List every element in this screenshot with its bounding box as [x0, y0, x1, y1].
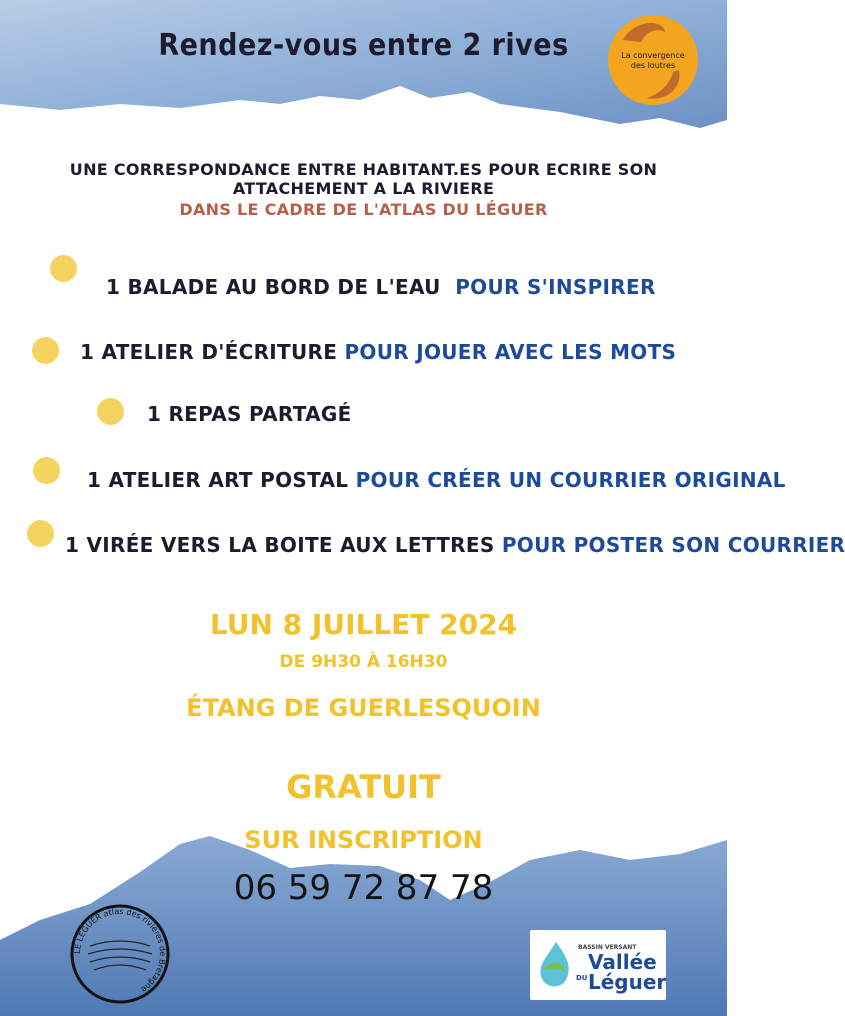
activity-extra: POUR JOUER AVEC LES MOTS [344, 340, 677, 364]
convergence-loutres-logo [603, 10, 703, 110]
activity-item [87, 468, 786, 492]
activity-main: 1 ATELIER ART POSTAL [87, 468, 349, 492]
partner-du: DU [576, 974, 588, 982]
leaf-drop-icon [536, 940, 576, 990]
seal-text: LE LÉGUER atlas des rivières de Bretagne [72, 906, 168, 995]
event-place: ÉTANG DE GUERLESQUOIN [186, 694, 541, 722]
bullet-dot [97, 398, 124, 425]
intro-subline: DANS LE CADRE DE L'ATLAS DU LÉGUER [179, 200, 548, 219]
bullet-dot [27, 520, 54, 547]
activity-main: 1 VIRÉE VERS LA BOITE AUX LETTRES [65, 533, 495, 557]
event-price: GRATUIT [286, 768, 441, 806]
bullet-dot [50, 255, 77, 282]
activity-extra: POUR POSTER SON COURRIER [501, 533, 845, 557]
logo-text-line2: des loutres [630, 61, 676, 70]
bullet-dot [33, 457, 60, 484]
leguer-atlas-seal [66, 900, 174, 1008]
intro-line: UNE CORRESPONDANCE ENTRE HABITANT.ES POUR ECRIRE SON ATTACHEMENT A LA RIVIERE [69, 160, 658, 198]
activity-extra: POUR S'INSPIRER [455, 275, 656, 299]
activity-item [80, 340, 676, 364]
event-hours: DE 9H30 À 16H30 [279, 652, 448, 672]
activity-item [65, 533, 845, 557]
activity-item [106, 275, 656, 299]
event-date: LUN 8 JUILLET 2024 [209, 608, 518, 641]
partner-small-label: BASSIN VERSANT [578, 944, 637, 951]
activity-item [147, 402, 352, 426]
activity-main: 1 ATELIER D'ÉCRITURE [80, 340, 338, 364]
activity-main: 1 REPAS PARTAGÉ [147, 402, 352, 426]
bullet-dot [32, 337, 59, 364]
page-title: Rendez-vous entre 2 rives [158, 28, 569, 63]
logo-text-line1: La convergence [621, 51, 685, 60]
partner-name-line2: Léguer [588, 970, 667, 994]
contact-phone: 06 59 72 87 78 [233, 868, 494, 908]
activity-extra: POUR CRÉER UN COURRIER ORIGINAL [355, 468, 786, 492]
activity-main: 1 BALADE AU BORD DE L'EAU [106, 275, 441, 299]
partner-name-line1: Vallée [588, 950, 657, 974]
event-registration: SUR INSCRIPTION [244, 826, 483, 854]
vallee-du-leguer-logo [530, 930, 666, 1000]
